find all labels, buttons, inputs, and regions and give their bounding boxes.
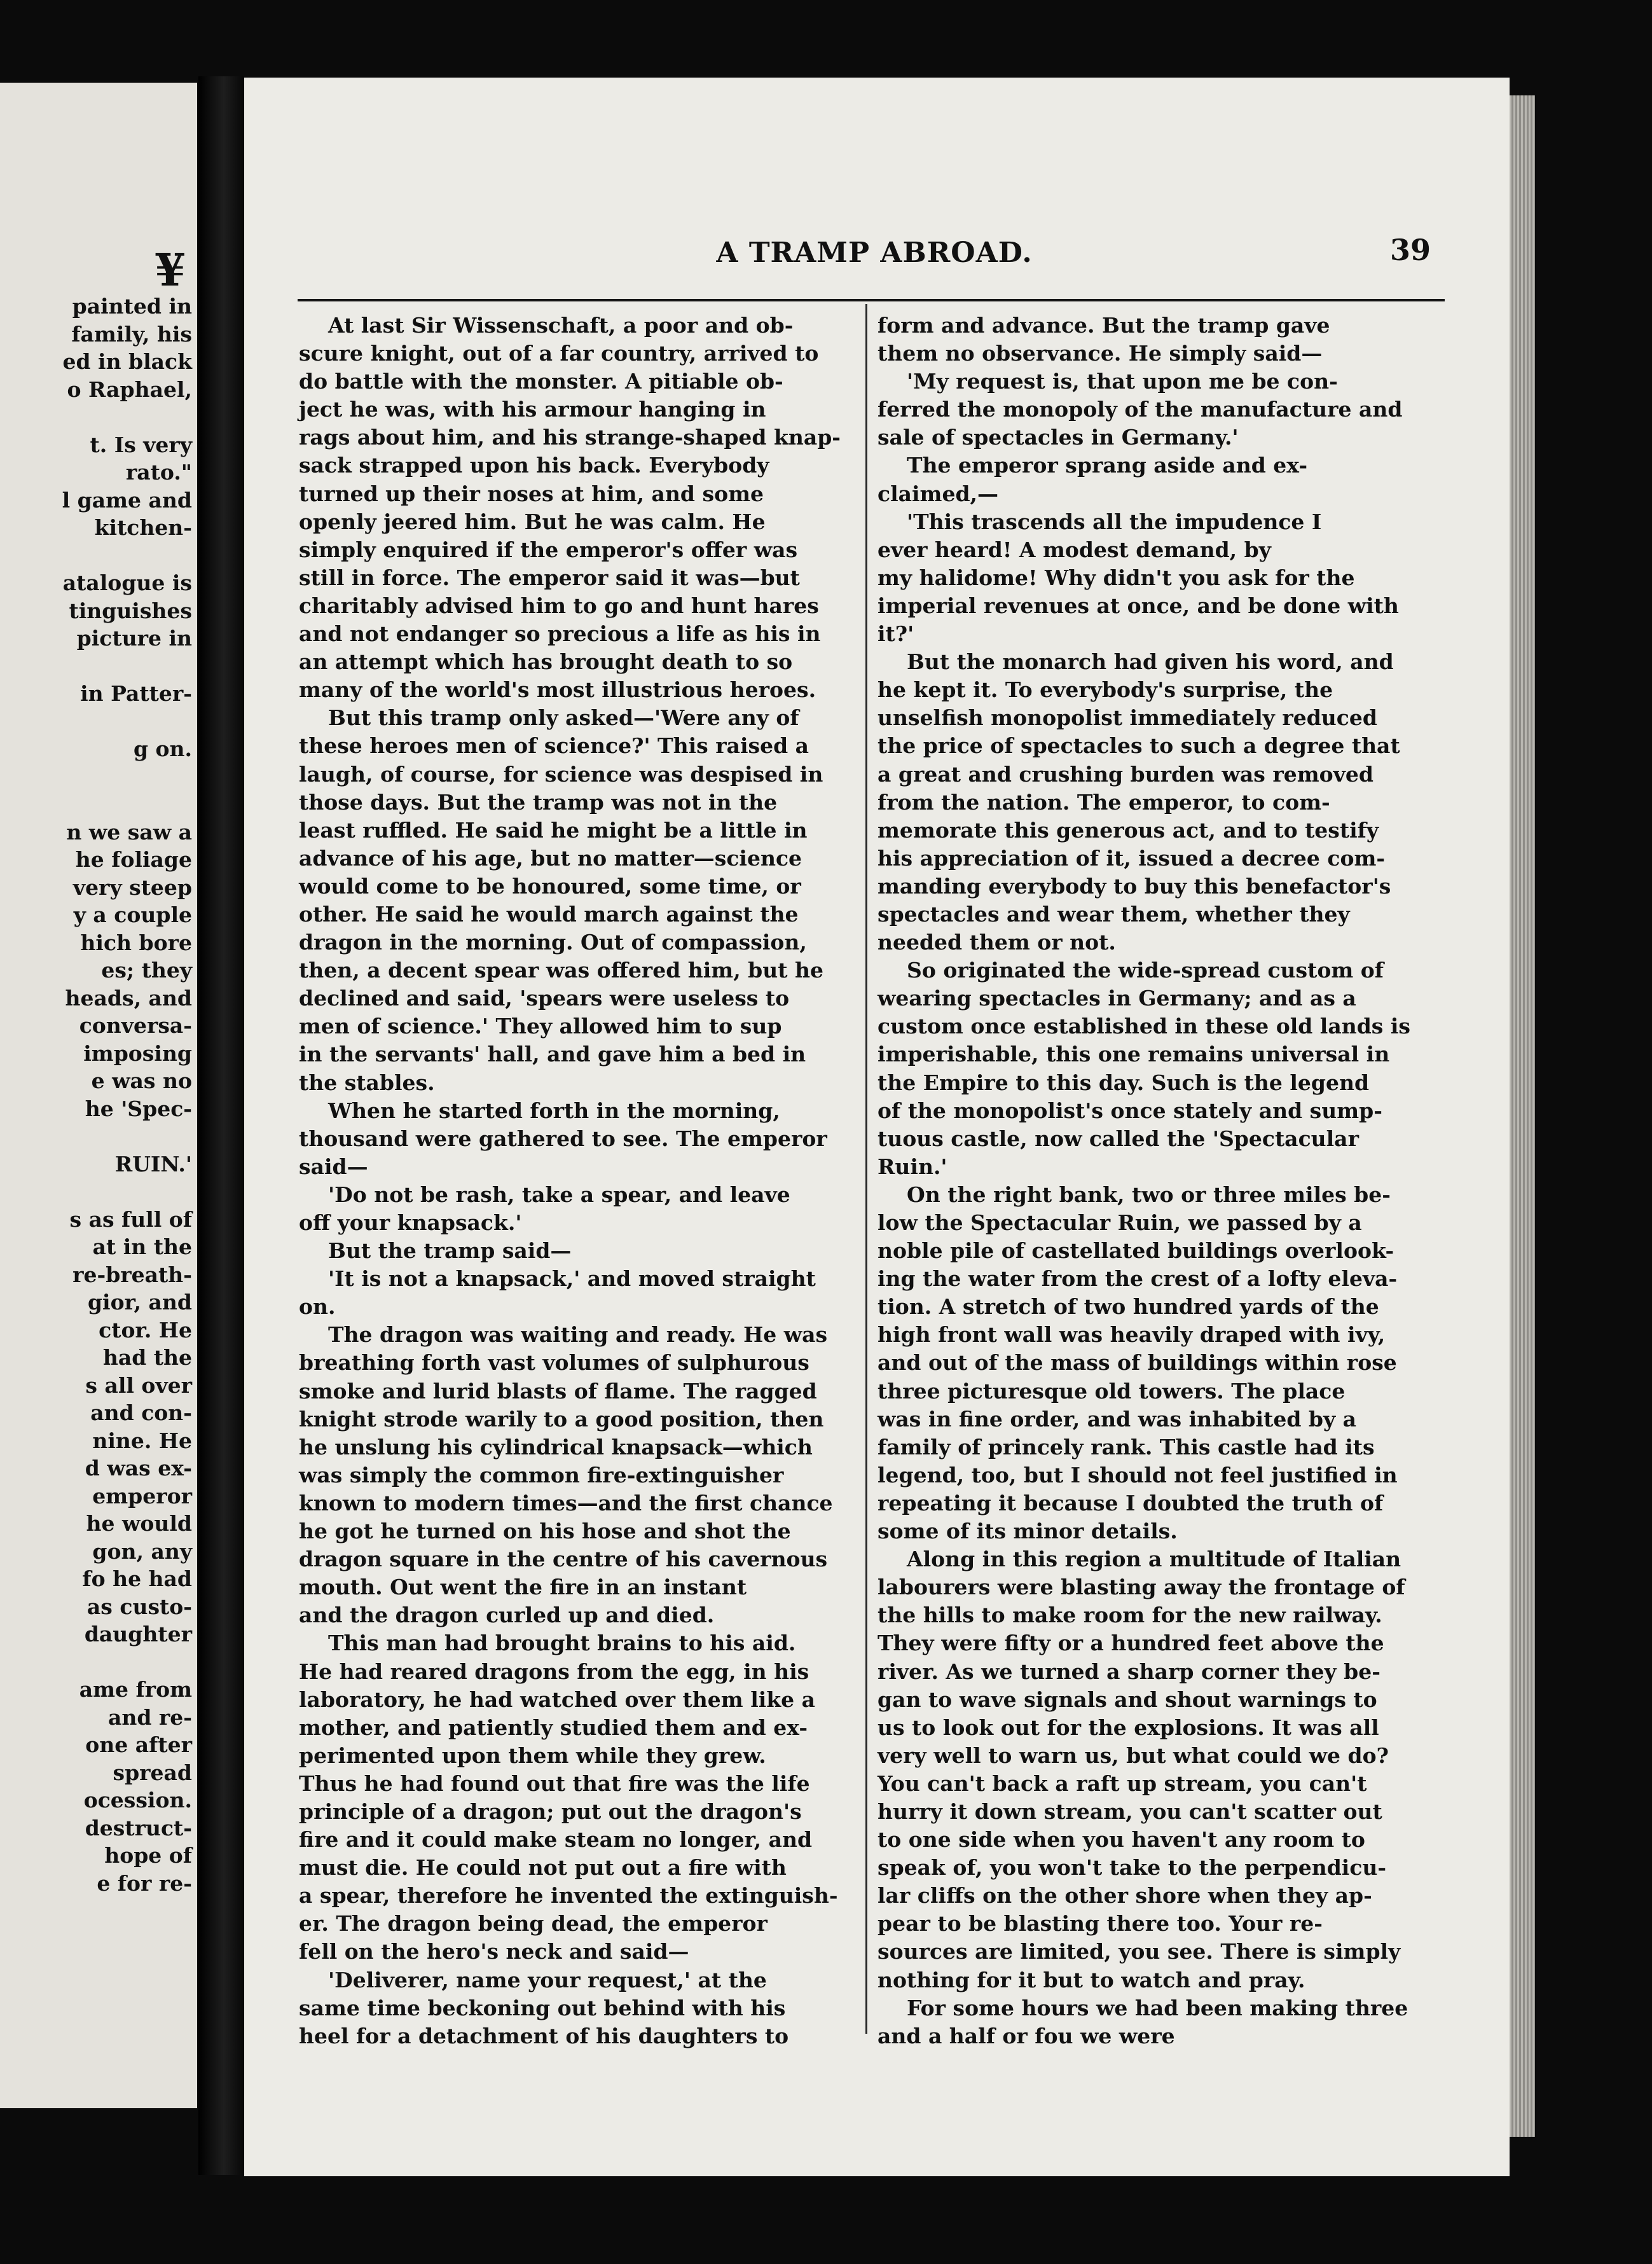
fragment-line: daughter [84,1622,192,1646]
text-line: form and advance. But the tramp gave [878,313,1330,338]
fragment-line: picture in [76,626,192,651]
fragment-line [1,1122,192,1150]
text-line: same time beckoning out behind with his [299,1995,786,2020]
text-line: the hills to make room for the new railway. [878,1603,1382,1628]
fragment-line: very steep [72,874,192,900]
fragment-line: one after [85,1732,192,1757]
text-line: heel for a detachment of his daughters to [299,2023,789,2048]
text-line: a great and crushing burden was removed [878,761,1373,787]
text-line: laugh, of course, for science was despised in [299,761,823,787]
text-line: fell on the hero's neck and said— [299,1939,689,1964]
text-line: said— [299,1154,368,1179]
text-line: For some hours we had been making three [907,1995,1408,2020]
text-line: and not endanger so precious a life as his in [299,621,821,647]
text-line: sale of spectacles in Germany.' [878,425,1239,450]
text-line: At last Sir Wissenschaft, a poor and ob- [328,313,794,338]
fragment-line: RUIN.' [114,1151,192,1177]
text-line: Thus he had found out that fire was the life [299,1770,810,1796]
text-line: openly jeered him. But he was calm. He [299,509,766,534]
text-line: dragon square in the centre of his cavernous [299,1547,828,1572]
text-line: breathing forth vast volumes of sulphurous [299,1350,809,1376]
text-line: speak of, you won't take to the perpendicu- [878,1855,1387,1881]
page-edge [1510,95,1535,2137]
fragment-line: had the [102,1345,192,1370]
text-line: Along in this region a multitude of Italian [907,1547,1401,1572]
fragment-line: imposing [83,1040,192,1066]
text-line: would come to be honoured, some time, or [299,873,801,899]
fragment-line: emperor [92,1483,192,1508]
book-gutter [198,76,244,2175]
text-line: knight strode warily to a good position, then [299,1406,824,1432]
text-line: 'This trascends all the impudence I [907,509,1322,534]
text-line: three picturesque old towers. The place [878,1378,1346,1404]
text-line: The emperor sprang aside and ex- [907,453,1308,478]
text-line: advance of his age, but no matter—science [299,845,802,871]
text-column-left [299,312,858,2050]
text-line: many of the world's most illustrious heroes. [299,677,816,703]
text-line: of the monopolist's once stately and sump- [878,1098,1382,1123]
text-line: noble pile of castellated buildings overlook- [878,1238,1394,1264]
text-line: spectacles and wear them, whether they [878,901,1350,927]
text-line: repeating it because I doubted the truth of [878,1490,1384,1515]
fragment-line: he foliage [75,847,192,872]
text-line: river. As we turned a sharp corner they be- [878,1659,1380,1684]
fragment-line: at in the [92,1234,192,1259]
fragment-line [1,790,192,818]
text-line: memorate this generous act, and to testify [878,817,1379,843]
text-line: laboratory, he had watched over them like a [299,1687,815,1712]
text-line: high front wall was heavily draped with ivy, [878,1322,1386,1348]
fragment-line: y a couple [73,902,192,927]
fragment-line [1,542,192,570]
fragment-line: s all over [85,1372,192,1398]
text-line: was in fine order, and was inhabited by a [878,1406,1357,1432]
text-line: 'Deliverer, name your request,' at the [328,1967,767,1992]
text-line: labourers were blasting away the frontage of [878,1575,1405,1600]
fragment-line: g on. [133,736,192,761]
text-line: family of princely rank. This castle had its [878,1434,1375,1460]
text-line: When he started forth in the morning, [328,1098,780,1123]
text-line: principle of a dragon; put out the dragon's [299,1798,802,1824]
text-line: men of science.' They allowed him to sup [299,1014,782,1039]
text-line: 'It is not a knapsack,' and moved straight [328,1266,816,1292]
text-line: my halidome! Why didn't you ask for the [878,565,1355,590]
text-line: needed them or not. [878,930,1116,955]
text-line: tion. A stretch of two hundred yards of the [878,1294,1379,1320]
text-line: claimed,— [878,481,999,506]
fragment-line: hich bore [80,930,192,955]
fragment-line: nine. He [92,1428,192,1453]
text-line: he got he turned on his hose and shot the [299,1519,791,1544]
fragment-line [1,708,192,736]
text-line: smoke and lurid blasts of flame. The ragged [299,1378,817,1404]
fragment-line: n we saw a [66,819,192,845]
fragment-line: l game and [62,487,192,513]
text-line: a spear, therefore he invented the extinguish- [299,1883,838,1909]
left-page-text [1,293,192,1897]
text-line: But the monarch had given his word, and [907,649,1394,675]
text-line: do battle with the monster. A pitiable ob- [299,369,783,394]
text-line: then, a decent spear was offered him, but he [299,958,823,983]
fragment-line: e was no [91,1068,192,1093]
text-line: Ruin.' [878,1154,947,1179]
column-divider [865,304,867,2034]
text-line: er. The dragon being dead, the emperor [299,1911,767,1936]
text-line: hurry it down stream, you can't scatter out [878,1798,1382,1824]
text-line: dragon in the morning. Out of compassion, [299,930,807,955]
running-header: A TRAMP ABROAD. [716,237,1033,269]
text-line: sack strapped upon his back. Everybody [299,453,769,478]
text-line: He had reared dragons from the egg, in his [299,1659,809,1684]
text-line: must die. He could not put out a fire with [299,1855,787,1881]
text-line: perimented upon them while they grew. [299,1743,766,1768]
text-line: simply enquired if the emperor's offer was [299,537,798,562]
fragment-line [1,763,192,791]
fragment-line: spread [113,1760,192,1785]
fragment-line: re-breath- [72,1262,192,1287]
text-line: and the dragon curled up and died. [299,1603,715,1628]
text-line: us to look out for the explosions. It was all [878,1715,1379,1740]
text-line: his appreciation of it, issued a decree com- [878,845,1386,871]
fragment-line: destruct- [85,1815,192,1840]
text-line: imperial revenues at once, and be done with [878,593,1399,618]
fragment-line: in Patter- [80,681,192,706]
fragment-line: hope of [104,1843,192,1868]
text-line: But the tramp said— [328,1238,572,1264]
fragment-line: gior, and [87,1290,192,1315]
fragment-line: family, his [71,321,192,347]
text-line: mother, and patiently studied them and ex- [299,1715,808,1740]
text-line: from the nation. The emperor, to com- [878,789,1330,815]
fragment-line: kitchen- [94,515,192,540]
fragment-line: and con- [90,1400,192,1425]
text-line: They were fifty or a hundred feet above the [878,1631,1384,1656]
text-line: turned up their noses at him, and some [299,481,764,506]
text-line: thousand were gathered to see. The emperor [299,1126,827,1151]
text-line: scure knight, out of a far country, arrived to [299,341,819,366]
fragment-line: painted in [72,294,192,319]
text-line: The dragon was waiting and ready. He was [328,1322,828,1348]
text-line: the price of spectacles to such a degree that [878,733,1400,759]
text-line: he kept it. To everybody's surprise, the [878,677,1333,703]
fragment-line: as custo- [86,1594,192,1619]
fragment-line: atalogue is [62,570,192,595]
text-line: ever heard! A modest demand, by [878,537,1271,562]
text-line: imperishable, this one remains universal in [878,1042,1390,1067]
fragment-line: ed in black [62,349,192,374]
text-line: On the right bank, two or three miles be- [907,1182,1391,1207]
fragment-line: he would [86,1511,192,1536]
fragment-line [1,1648,192,1676]
header-rule [298,299,1445,301]
fragment-line: gon, any [92,1538,192,1564]
text-line: This man had brought brains to his aid. [328,1631,796,1656]
fragment-line [1,1178,192,1206]
ornament-glyph: ¥ [155,244,186,296]
text-line: and out of the mass of buildings within rose [878,1350,1397,1376]
text-line: some of its minor details. [878,1519,1178,1544]
text-line: ferred the monopoly of the manufacture and [878,397,1403,422]
fragment-line: ame from [79,1677,192,1702]
fragment-line: heads, and [65,985,192,1011]
fragment-line: o Raphael, [67,376,192,402]
fragment-line [1,652,192,680]
text-line: mouth. Out went the fire in an instant [299,1575,747,1600]
text-line: pear to be blasting there too. Your re- [878,1911,1323,1936]
text-line: gan to wave signals and shout warnings to [878,1687,1377,1712]
text-line: still in force. The emperor said it was—but [299,565,800,590]
fragment-line: he 'Spec- [85,1096,192,1121]
text-line: You can't back a raft up stream, you can't [878,1770,1367,1796]
text-line: rags about him, and his strange-shaped knap- [299,425,841,450]
text-line: manding everybody to buy this benefactor's [878,873,1391,899]
text-line: ject he was, with his armour hanging in [299,397,766,422]
text-line: he unslung his cylindrical knapsack—which [299,1434,813,1460]
text-column-right [878,312,1437,2050]
fragment-line: ctor. He [99,1317,192,1343]
text-line: those days. But the tramp was not in the [299,789,778,815]
text-line: in the servants' hall, and gave him a bed in [299,1042,806,1067]
text-line: these heroes men of science?' This raised a [299,733,809,759]
text-line: wearing spectacles in Germany; and as a [878,986,1356,1011]
text-line: to one side when you haven't any room to [878,1827,1365,1853]
fragment-line: t. Is very [90,432,192,457]
fragment-line: es; they [101,958,192,983]
text-line: But this tramp only asked—'Were any of [328,705,799,731]
text-line: low the Spectacular Ruin, we passed by a [878,1210,1362,1235]
text-line: declined and said, 'spears were useless to [299,986,790,1011]
fragment-line: conversa- [79,1013,192,1038]
text-line: the stables. [299,1070,435,1095]
fragment-line: and re- [107,1704,192,1730]
text-line: tuous castle, now called the 'Spectacular [878,1126,1359,1151]
fragment-line: d was ex- [85,1456,192,1481]
text-line: them no observance. He simply said— [878,341,1323,366]
text-line: 'Do not be rash, take a spear, and leave [328,1182,790,1207]
text-line: So originated the wide-spread custom of [907,958,1384,983]
text-line: on. [299,1294,336,1320]
text-line: unselfish monopolist immediately reduced [878,705,1377,731]
text-line: fire and it could make steam no longer, and [299,1827,813,1853]
text-line: and a half or fou we were [878,2023,1175,2048]
text-line: ing the water from the crest of a lofty eleva- [878,1266,1398,1292]
text-line: custom once established in these old lands is [878,1014,1410,1039]
fragment-line [1,403,192,431]
text-line: off your knapsack.' [299,1210,522,1235]
text-line: other. He said he would march against the [299,901,799,927]
text-line: lar cliffs on the other shore when they ap- [878,1883,1372,1909]
left-facing-page [0,83,197,2108]
fragment-line: rato." [125,460,192,485]
text-line: the Empire to this day. Such is the legend [878,1070,1370,1095]
text-line: legend, too, but I should not feel justified in [878,1462,1398,1487]
page-number: 39 [1389,233,1431,267]
text-line: 'My request is, that upon me be con- [907,369,1338,394]
fragment-line: fo he had [82,1566,192,1591]
text-line: least ruffled. He said he might be a little in [299,817,808,843]
fragment-line: s as full of [69,1206,192,1232]
text-line: known to modern times—and the first chance [299,1490,833,1515]
fragment-line: ocession. [83,1788,192,1812]
text-line: was simply the common fire-extinguisher [299,1462,784,1487]
text-line: charitably advised him to go and hunt hares [299,593,819,618]
text-line: nothing for it but to watch and pray. [878,1967,1305,1992]
text-line: an attempt which has brought death to so [299,649,793,675]
text-line: it?' [878,621,914,647]
fragment-line: tinguishes [69,598,192,623]
text-line: sources are limited, you see. There is simply [878,1939,1401,1964]
fragment-line: e for re- [97,1870,192,1896]
text-line: very well to warn us, but what could we do? [878,1743,1389,1768]
